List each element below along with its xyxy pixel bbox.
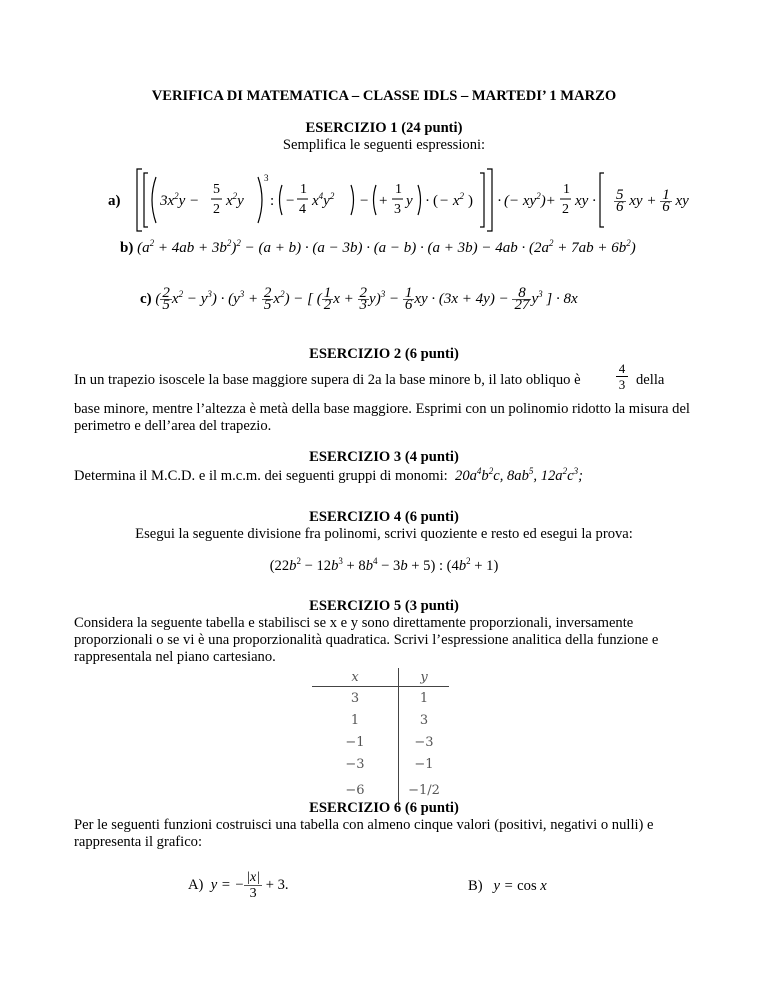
svg-text:− x2: − $x^2$ [439, 191, 465, 209]
svg-text:2: 2 [562, 202, 569, 217]
svg-text:xy ·: xy · [575, 193, 596, 209]
table-row: −3 −1 [312, 753, 449, 775]
ex6-function-a: A) y = − $\frac{|x|}{3}$ + 3. [188, 870, 289, 901]
svg-text:1: 1 [563, 182, 570, 197]
table-header-x: x [312, 668, 399, 687]
svg-text:1: 1 [300, 182, 307, 197]
ex3-text: Determina il M.C.D. e il m.c.m. dei seguenti gruppi di monomi: $20a^4b^2c$, $8ab^5$, $12a^2c^3$; [74, 466, 583, 484]
svg-text:5: 5 [213, 182, 220, 197]
table-row: 1 3 [312, 709, 449, 731]
svg-text:4: 4 [299, 202, 306, 217]
ex1-expression-b: b) $(a^2 + 4ab + 3b^2)^2 - (a + b) \cdot (a - 3b) \cdot (a - b) \cdot (a + 3b) - 4ab \cdot (2a^2 + 7ab + 6b^2)$ [120, 238, 636, 256]
svg-text:3: 3 [394, 202, 401, 217]
ex6-heading: ESERCIZIO 6 (6 punti) [309, 800, 459, 816]
table-row: −6 −1/2 [312, 775, 449, 805]
ex5-table [312, 668, 449, 805]
ex5-heading: ESERCIZIO 5 (3 punti) [309, 598, 459, 614]
svg-text:x2y: $x^2y$ [226, 191, 244, 209]
ex1-b-label: b) [120, 240, 134, 256]
ex3-monomials: $20a^4b^2c$, $8ab^5$, $12a^2c^3$; [451, 466, 583, 484]
svg-text:(− xy2)+: (− $xy^2)+$ [504, 191, 556, 209]
svg-text:2: 2 [213, 202, 220, 217]
ex1-c-label: c) [140, 290, 152, 307]
table-header-row [312, 668, 449, 687]
svg-text:−: − [360, 193, 369, 209]
table-row: −1 −3 [312, 731, 449, 753]
svg-text:3x2y −: $3x^2y$ − [160, 191, 200, 209]
ex2-heading: ESERCIZIO 2 (6 punti) [309, 346, 459, 362]
svg-text:3: 3 [264, 173, 269, 183]
ex1-instruction: Semplifica le seguenti espressioni: [282, 137, 486, 153]
ex1-expression-a [108, 155, 648, 235]
ex4-text: Esegui la seguente divisione fra polinomi, scrivi quoziente e resto ed esegui la prova: [135, 526, 633, 542]
svg-text:(: ( [433, 193, 438, 209]
svg-text:): ) [468, 193, 473, 209]
ex2-fraction: 4 3 [616, 361, 628, 392]
ex2-text-line1: In un trapezio isoscele la base maggiore supera di 2a la base minore b, il lato obliquo è [74, 372, 581, 388]
svg-text:−: − [286, 193, 295, 209]
ex5-text: Considera la seguente tabella e stabilisci se x e y sono direttamente proporzionali, inversamente proporzionali o se vi è una proporzionalità quadratica. Scrivi l’espressione analitica della funzione e rappresentala nel piano cartesiano. [74, 615, 659, 665]
ex1-heading: ESERCIZIO 1 (24 punti) [305, 120, 463, 136]
ex6-text: Per le seguenti funzioni costruisci una tabella con almeno cinque valori (positivi, negativi o nulli) e rappresenta il grafico: [74, 817, 654, 850]
ex6-a-label: A) [188, 876, 204, 893]
ex1-expression-c: c) ( $\frac{2}{5}$ $x^2 - y^3) \cdot (y^3$ + $\frac{2}{5}$ $x^2$) − [ ( $\frac{1}{2}$ x + $\frac{2}{3}$ y)$^3$ − $\frac{1}{6}$ xy · (3x + 4y) − $\frac{8}{27}$ $y^3$ ] · 8x [140, 285, 578, 313]
ex6-b-label: B) [468, 878, 483, 894]
svg-text::: : [270, 193, 275, 209]
svg-text:1: 1 [395, 182, 402, 197]
ex4-division: $(22b^2 - 12b^3 + 8b^4 - 3b + 5)$ : $(4b^2 + 1)$ [269, 556, 499, 574]
ex4-heading: ESERCIZIO 4 (6 punti) [309, 509, 459, 525]
page-title: VERIFICA DI MATEMATICA – CLASSE IDLS – MARTEDI’ 1 MARZO [151, 88, 617, 104]
ex2-text-end: della [636, 372, 665, 388]
ex6-function-b: B) y = cos x [468, 878, 547, 894]
ex1-a-label: a) [108, 193, 121, 209]
svg-text:x4y2: $x^4y^2$ [312, 191, 335, 209]
svg-text:·: · [425, 193, 430, 209]
table-row: 3 1 [312, 687, 449, 710]
svg-text:y: y [406, 193, 413, 209]
svg-text:+: + [379, 193, 388, 209]
ex2-text-line2: base minore, mentre l’altezza è metà della base maggiore. Esprimi con un polinomio ridotto la misura del perimetro e dell’area del trapezio. [74, 401, 690, 434]
ex3-heading: ESERCIZIO 3 (4 punti) [309, 449, 459, 465]
svg-text:·: · [497, 193, 502, 209]
table-header-y: y [399, 668, 450, 687]
